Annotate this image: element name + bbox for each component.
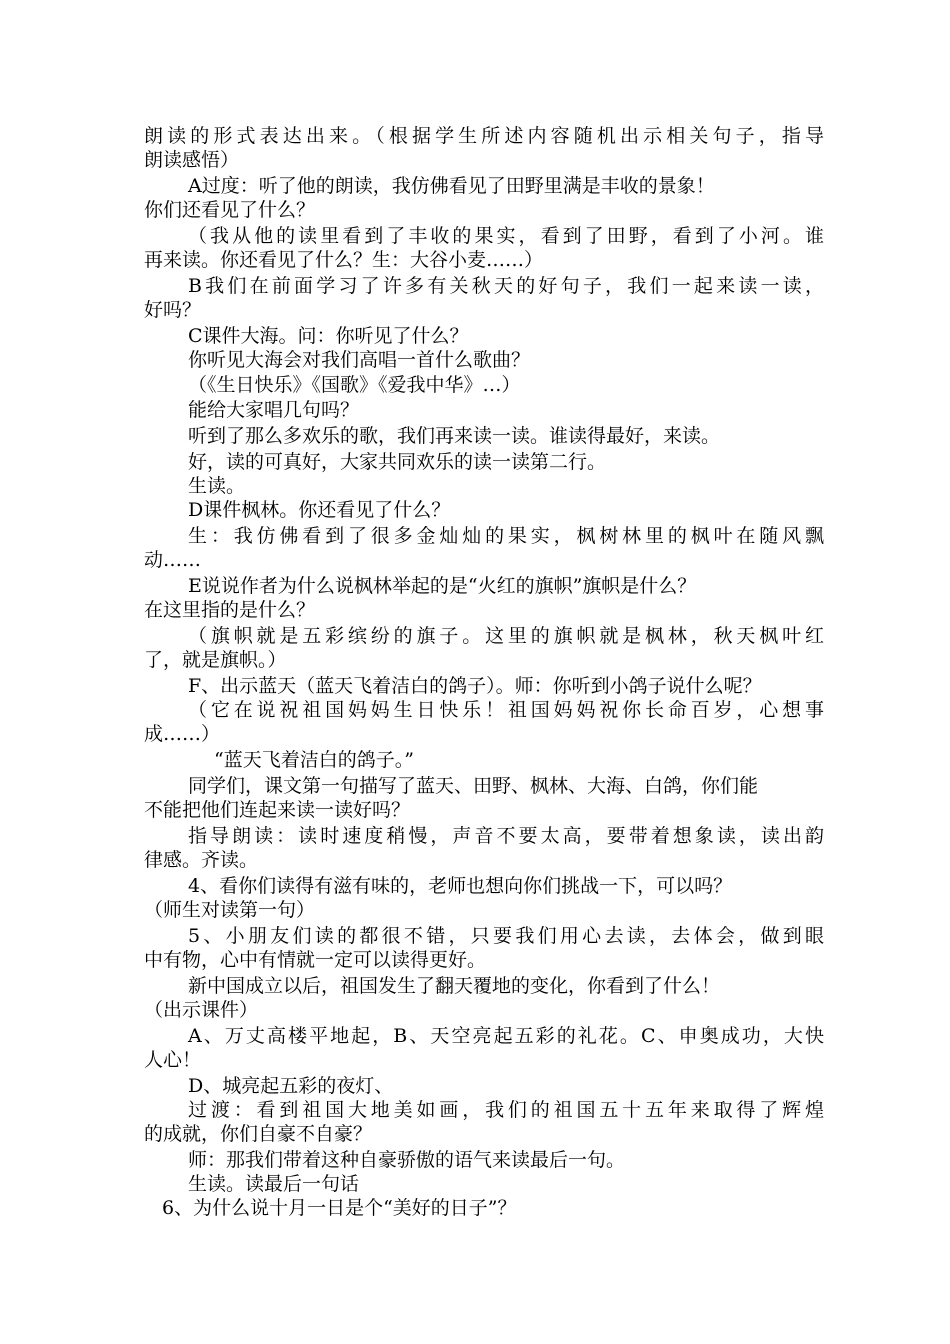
text-line: 动……: [144, 549, 202, 571]
text-line: 再来读。你还看见了什么？生：大谷小麦……）: [144, 249, 544, 271]
text-line: 了，就是旗帜。）: [144, 649, 287, 671]
text-line: 5、小朋友们读的都很不错，只要我们用心去读，去体会，做到眼: [188, 925, 824, 947]
text-line: 的成就，你们自豪不自豪？: [144, 1123, 373, 1145]
text-line: 朗读的形式表达出来。（根据学生所述内容随机出示相关句子，指导: [144, 125, 824, 147]
text-line: 生读。: [188, 475, 246, 497]
text-line: 你们还看见了什么？: [144, 199, 316, 221]
text-line: 成……）: [144, 723, 221, 745]
text-line: 6、为什么说十月一日是个“美好的日子”？: [162, 1197, 517, 1219]
text-line: 律感。齐读。: [144, 849, 259, 871]
text-line: C课件大海。问：你听见了什么？: [188, 325, 469, 347]
text-line: 生：我仿佛看到了很多金灿灿的果实，枫树林里的枫叶在随风飘: [188, 525, 824, 547]
text-line: （旗帜就是五彩缤纷的旗子。这里的旗帜就是枫林，秋天枫叶红: [188, 625, 824, 647]
text-line: 能给大家唱几句吗？: [188, 399, 360, 421]
text-line: 不能把他们连起来读一读好吗？: [144, 799, 411, 821]
text-line: “蓝天飞着洁白的鸽子。”: [214, 749, 414, 771]
text-line: 你听见大海会对我们高唱一首什么歌曲？: [188, 349, 531, 371]
text-line: 好吗？: [144, 299, 202, 321]
text-line: E说说作者为什么说枫林举起的是“火红的旗帜”旗帜是什么？: [188, 575, 697, 597]
text-line: 同学们，课文第一句描写了蓝天、田野、枫林、大海、白鸽，你们能: [188, 775, 759, 797]
text-line: 人心！: [144, 1049, 202, 1071]
text-line: D、城亮起五彩的夜灯、: [188, 1075, 394, 1097]
text-line: 好，读的可真好，大家共同欢乐的读一读第二行。: [188, 451, 607, 473]
text-line: F、出示蓝天（蓝天飞着洁白的鸽子）。师：你听到小鸽子说什么呢？: [188, 675, 762, 697]
text-line: 指导朗读：读时速度稍慢，声音不要太高，要带着想象读，读出韵: [188, 825, 824, 847]
text-line: 生读。读最后一句话: [188, 1173, 360, 1195]
text-line: 新中国成立以后，祖国发生了翻天覆地的变化，你看到了什么！: [188, 975, 721, 997]
text-line: 师：那我们带着这种自豪骄傲的语气来读最后一句。: [188, 1149, 626, 1171]
text-line: （《生日快乐》《国歌》《爱我中华》…）: [188, 374, 521, 396]
text-line: （出示课件）: [144, 999, 259, 1021]
text-line: 4、看你们读得有滋有味的，老师也想向你们挑战一下，可以吗？: [188, 875, 733, 897]
text-line: （我从他的读里看到了丰收的果实，看到了田野，看到了小河。谁: [188, 225, 824, 247]
text-line: A过度：听了他的朗读，我仿佛看见了田野里满是丰收的景象！: [188, 175, 715, 197]
text-line: （它在说祝祖国妈妈生日快乐！祖国妈妈祝你长命百岁，心想事: [188, 699, 824, 721]
text-line: D课件枫林。你还看见了什么？: [188, 499, 451, 521]
text-line: 在这里指的是什么？: [144, 599, 316, 621]
text-line: （师生对读第一句）: [144, 899, 316, 921]
text-line: 过渡：看到祖国大地美如画，我们的祖国五十五年来取得了辉煌: [188, 1099, 824, 1121]
text-line: 朗读感悟）: [144, 149, 240, 171]
text-line: 中有物，心中有情就一定可以读得更好。: [144, 949, 487, 971]
text-line: 听到了那么多欢乐的歌，我们再来读一读。谁读得最好，来读。: [188, 425, 721, 447]
text-line: B我们在前面学习了许多有关秋天的好句子，我们一起来读一读，: [188, 275, 824, 297]
text-line: A、万丈高楼平地起，B、天空亮起五彩的礼花。C、申奥成功，大快: [188, 1025, 824, 1047]
